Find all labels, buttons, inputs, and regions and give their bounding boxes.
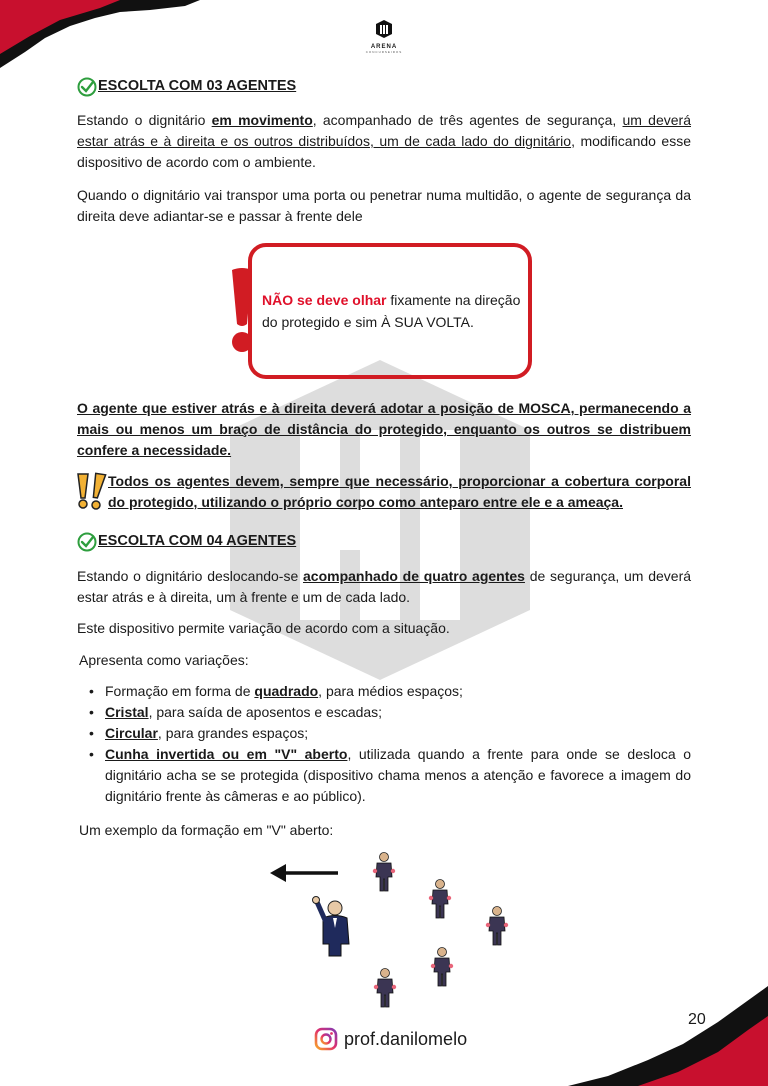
section-heading-03-agents [77,76,296,97]
arena-brand: ARENA [370,44,398,50]
arena-sub: CONCURSEIROS [365,50,403,54]
paragraph-door-crowd: Quando o dignitário vai transpor uma porta ou penetrar numa multidão, o agente de segurança da direita deve adiantar-se e passar à frente dele [77,187,691,224]
paragraph-variation: Este dispositivo permite variação de acordo com a situação. [77,620,450,636]
check-icon [77,77,97,97]
alert-text [262,289,532,333]
text-run: Estando o dignitário deslocando-se [77,568,304,584]
double-exclamation-icon [76,472,108,510]
list-item-key: Cristal [105,704,149,720]
section-heading-04-agents [77,531,296,552]
text-run: , para grandes espaços; [157,725,309,741]
agent-figure-top [372,851,396,893]
list-item-key: quadrado [254,683,319,699]
paragraph-variations-intro: Apresenta como variações: [79,652,249,668]
paragraph-example: Um exemplo da formação em "V" aberto: [79,822,334,838]
list-item [105,702,691,723]
text-run: de segurança, um deverá estar atrás e à direita, um à frente e um de cada lado. [77,568,692,605]
agent-figure-right-lower [430,946,454,988]
list-item-key: Cunha invertida ou em "V" aberto [105,746,348,762]
exclamation-icon [229,268,255,354]
corner-decoration-bottom-right [568,986,768,1086]
text-run: , para médios espaços; [318,683,463,699]
list-item [105,723,691,744]
paragraph-three-agents [77,110,691,173]
arena-logo [360,20,408,54]
text-run-underlined: um deverá estar atrás e à direita e os outros distribuídos, um de cada lado do dignitário [77,112,691,149]
agent-figure-right-upper [428,878,452,920]
list-item [105,681,691,702]
section-heading-text: ESCOLTA COM 03 AGENTES [98,78,297,94]
instagram-handle-text: prof.danilomelo [344,1028,468,1049]
arrow-left-icon [270,862,340,884]
text-run: Estando o dignitário [77,112,212,128]
paragraph-mosca: O agente que estiver atrás e à direita deverá adotar a posição de MOSCA, permanecendo a mais ou menos um braço de distância do protegido, enquanto os outros se distribuem confere a necessidade. [77,400,691,458]
text-run: , utilizada quando a frente para onde se desloca o dignitário acha se se protegida (dispositivo chama menos a atenção e favorece a imagem do dignitário frente às câmeras e ao público). [105,746,692,804]
alert-rest: fixamente na direção do protegido e sim À SUA VOLTA. [262,292,521,330]
instagram-handle [314,1027,467,1051]
list-item-key: Circular [105,725,158,741]
paragraph-four-agents [77,566,691,608]
text-run-four-agents: acompanhado de quatro agentes [303,568,525,584]
text-run: Formação em forma de [105,683,255,699]
agent-figure-rear [485,905,509,947]
list-item [105,744,691,807]
arena-logo-icon [376,20,392,38]
dignitary-figure [311,896,351,958]
corner-decoration-top-left [0,0,200,70]
section-heading-text: ESCOLTA COM 04 AGENTES [98,533,297,549]
alert-strong: NÃO se deve olhar [262,292,387,308]
text-run: , acompanhado de três agentes de segurança, [312,112,623,128]
agent-figure-bottom [373,967,397,1009]
text-run: , para saída de aposentos e escadas; [148,704,383,720]
page-number: 20 [688,1011,706,1028]
instagram-icon [314,1027,338,1051]
check-icon [77,532,97,552]
variations-list [77,681,691,807]
text-run: , modificando esse dispositivo de acordo com o ambiente. [77,133,691,170]
paragraph-warning: Todos os agentes devem, sempre que necessário, proporcionar a cobertura corporal do protegido, utilizando o próprio corpo como anteparo entre ele e a ameaça. [108,473,691,510]
text-run-em-movimento: em movimento [211,112,313,128]
